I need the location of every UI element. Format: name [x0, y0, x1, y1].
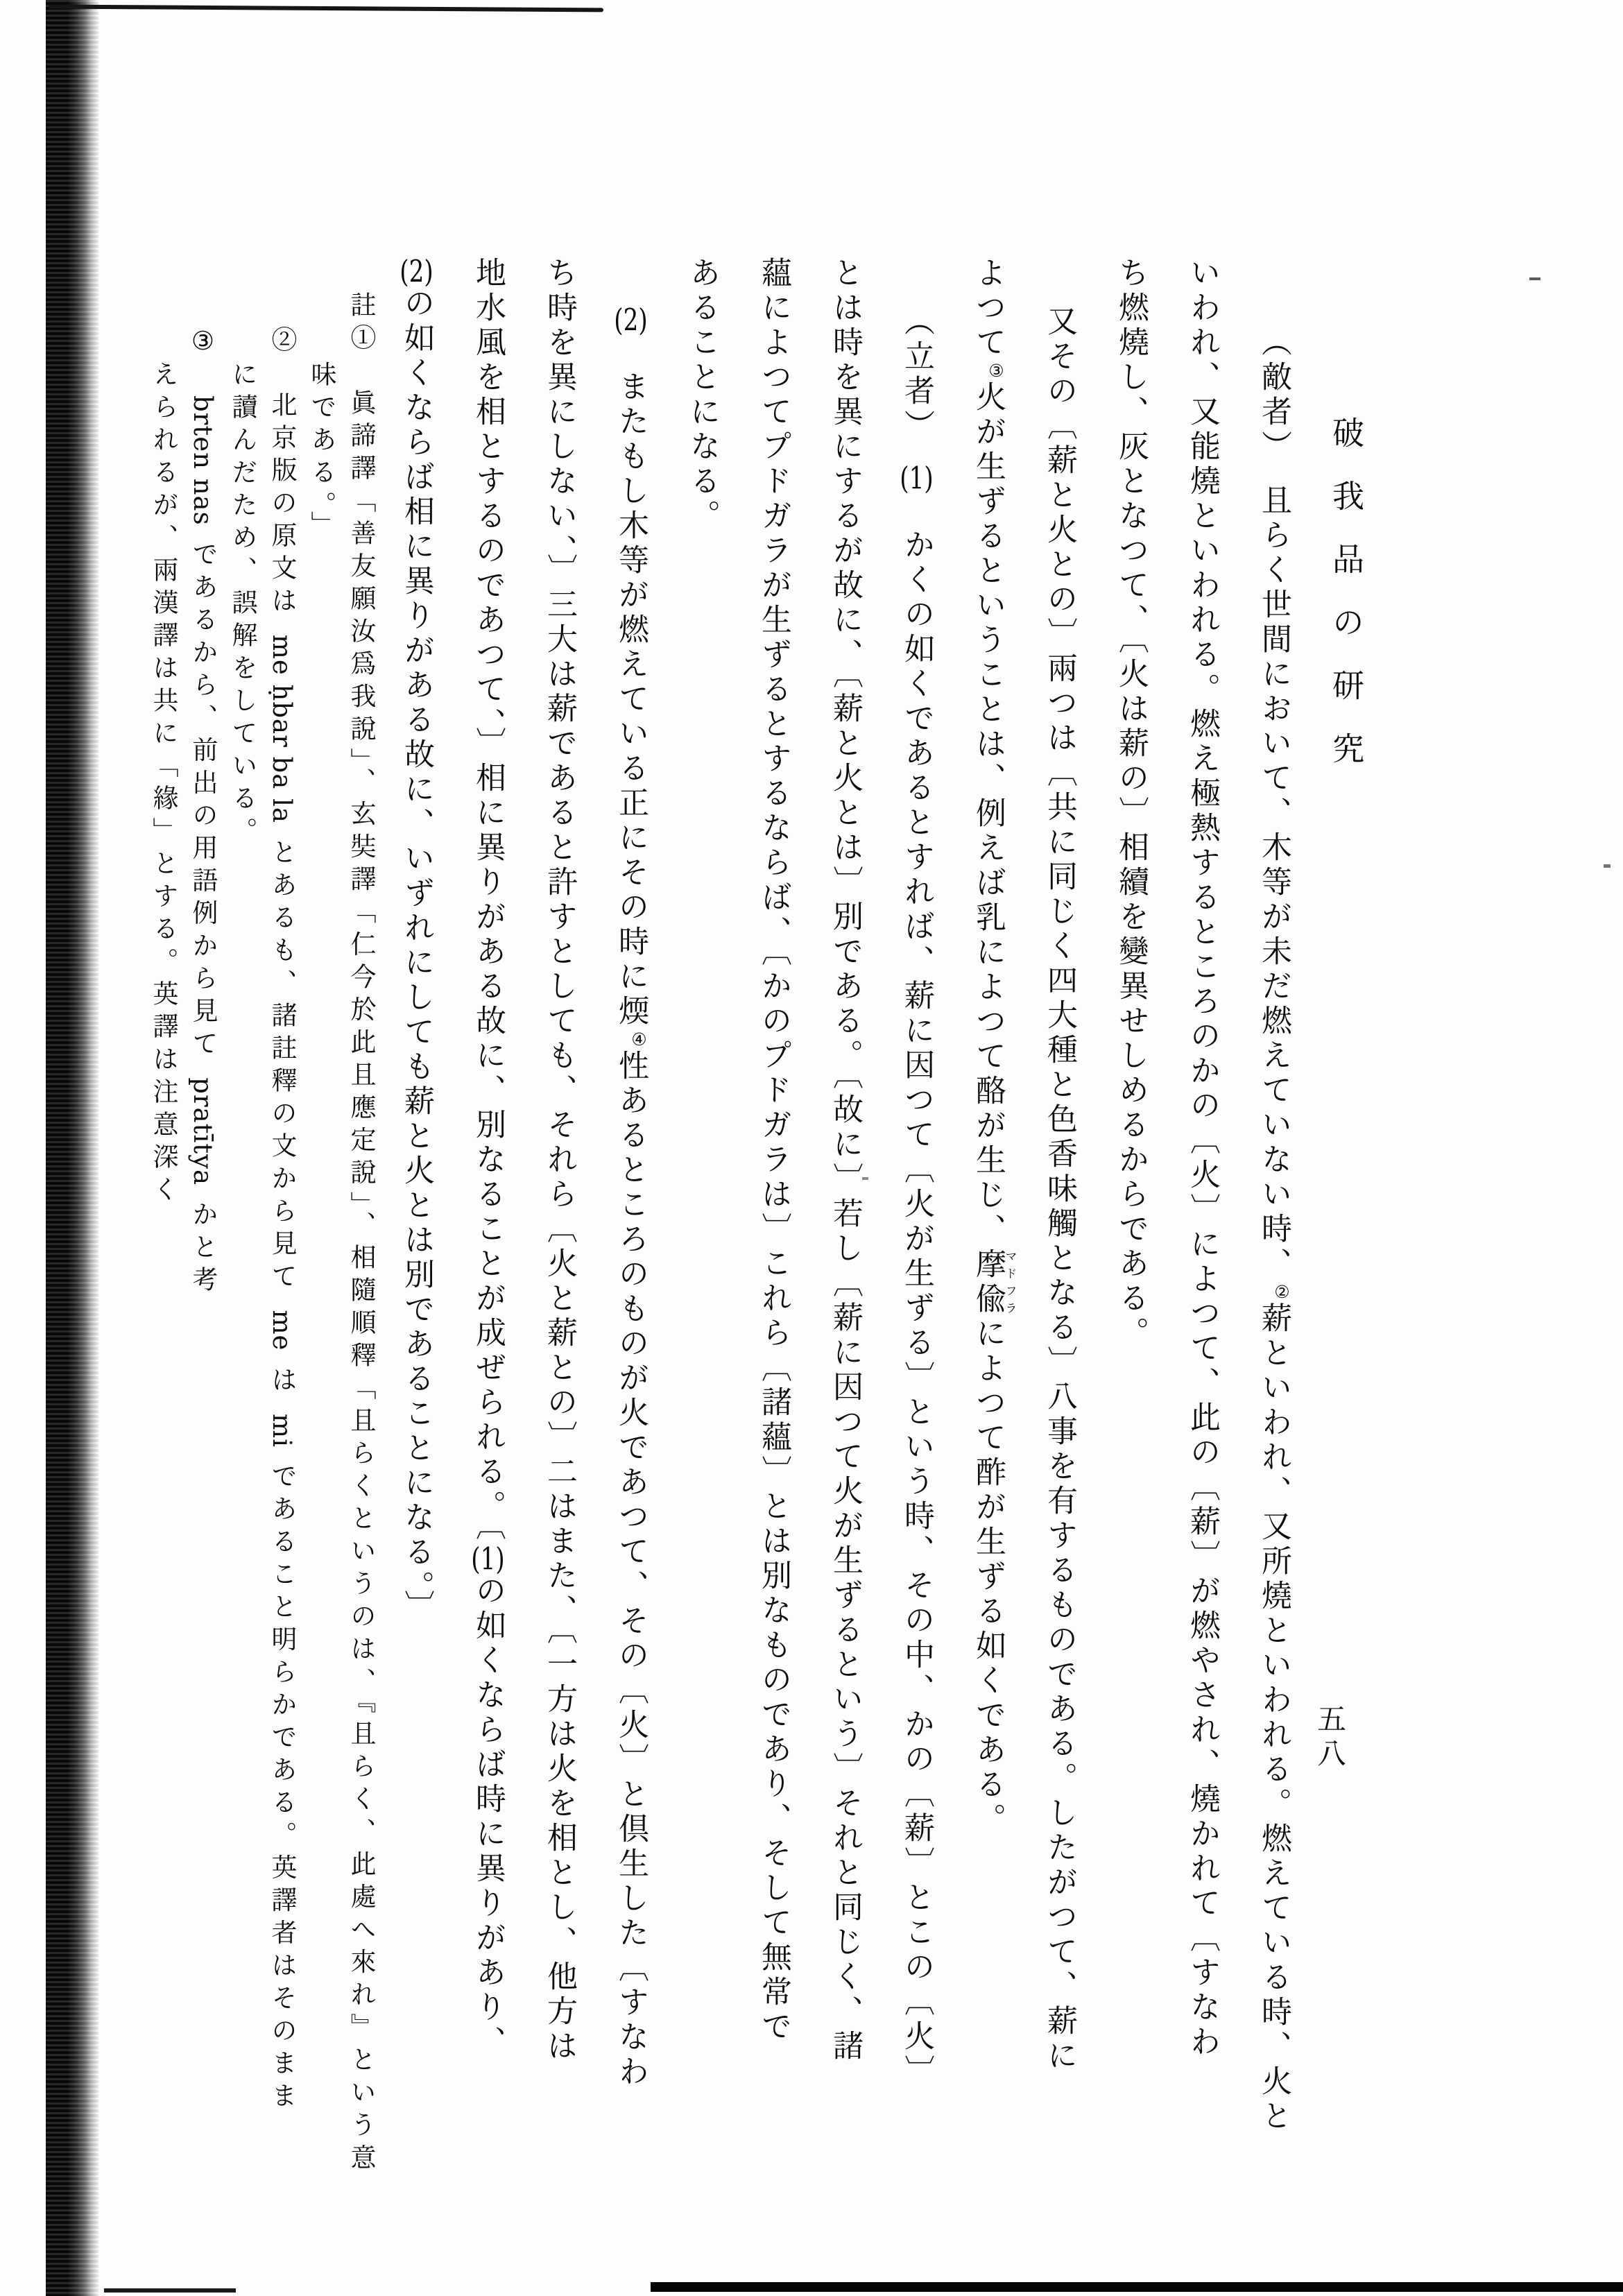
- text-column: [183, 257, 223, 2157]
- inline-number: (1): [471, 1544, 505, 1575]
- text-run: 薪といわれ、又所燒といわれる。燃えている時、火と: [1256, 1302, 1291, 2134]
- text-run: とは時を異にするが故に、〔薪と火とは〕別である。〔故に〕若し〔薪に因つて火が生ずるという〕それと同じく、諸: [827, 257, 863, 2064]
- text-run: （敵者） 且らく世間において、木等が未だ燃えていない時、: [1256, 326, 1291, 1282]
- text-run: よつて: [970, 257, 1006, 361]
- latin-term: pratītya: [188, 1077, 218, 1186]
- text-run: であること明らかである。英譯者はそのまま: [267, 1447, 297, 2115]
- text-run: の如くならば相に異りがある故に、いずれにしても薪と火とは別であることになる。〕: [399, 287, 434, 1625]
- text-column: [595, 257, 667, 2157]
- latin-term: me ḥbar ba la: [267, 634, 297, 823]
- text-column: [302, 257, 341, 2157]
- text-columns: [139, 257, 1309, 2177]
- text-column: [223, 257, 262, 2157]
- text-column: [1024, 257, 1095, 2157]
- text-column: [341, 257, 381, 2177]
- text-run: とあるも、諸註釋の文から見て: [267, 823, 297, 1310]
- scan-gutter-shadow: [46, 0, 98, 2296]
- text-column: [381, 257, 452, 2157]
- text-run: またもし木等が燃えている正にその時に煗: [613, 336, 649, 1029]
- text-run: ち燃燒し、灰となつて、〔火は薪の〕相續を變異せしめるからである。: [1113, 257, 1149, 1351]
- scan-speck: [1529, 277, 1540, 280]
- text-run: によつて酢が生ずる如くである。: [970, 1317, 1006, 1837]
- text-run: かと考: [188, 1185, 218, 1299]
- text-run: （立者）: [899, 305, 934, 463]
- ruby-annotated-word: 摩偸マドフラ: [970, 1248, 1017, 1317]
- text-run: あることになる。: [685, 257, 720, 534]
- text-column: [144, 257, 183, 2157]
- text-run: に讀んだため、誤解をしている。: [227, 361, 257, 850]
- text-column: [1238, 257, 1309, 2157]
- text-column: [1167, 257, 1238, 2157]
- text-run: 蘊によつてプドガラが生ずるとするならば、〔かのプドガラは〕これら〔諸蘊〕とは別なものであり、そして無常で: [756, 257, 791, 2045]
- text-column: [809, 257, 881, 2157]
- text-column: [738, 257, 809, 2157]
- text-run: ② 北京版の原文は: [267, 326, 297, 635]
- text-column: [524, 257, 595, 2157]
- text-run: 味である。」: [307, 361, 336, 544]
- text-column: [1095, 257, 1167, 2157]
- text-run: の如くならば時に異りがあり、: [470, 1575, 506, 2060]
- scan-speck: [1604, 864, 1611, 868]
- inline-number: (2): [614, 305, 648, 336]
- scan-bottom-strip: [651, 2282, 1623, 2292]
- footnote-marker: ②: [1272, 1282, 1292, 1302]
- text-run: かくの如くであるとすれば、薪に因つて〔火が生ずる〕という時、その中、かの〔薪〕とこの〔火〕: [899, 494, 934, 2089]
- text-run: は: [267, 1351, 297, 1414]
- text-column: [452, 257, 524, 2157]
- footnote-marker: ③: [986, 361, 1006, 381]
- inline-number: (1): [900, 463, 934, 494]
- latin-term: mi: [267, 1413, 297, 1448]
- text-run: 火が生ずるということは、例えば乳によつて酪が生じ、: [970, 381, 1006, 1248]
- text-run: 性あるところのものが火であつて、その〔火〕と倶生した〔すなわ: [613, 1050, 649, 2090]
- text-run: いわれ、又能燒といわれる。燃え極熱するところのかの〔火〕によつて、此の〔薪〕が燃やされ、燒かれて〔すなわ: [1185, 257, 1220, 2060]
- scan-bottom-strip: [104, 2288, 236, 2293]
- page-title: 破我品の研究: [1328, 416, 1365, 795]
- text-column: [667, 257, 738, 2157]
- inline-number: (2): [400, 257, 433, 287]
- text-column: [262, 257, 302, 2157]
- page-number: 五八: [1313, 1704, 1347, 1773]
- text-run: ③: [188, 326, 218, 395]
- text-run: 地水風を相とするのであつて、〕相に異りがある故に、別なることが成ぜられる。〔: [470, 257, 506, 1544]
- text-run: 又その〔薪と火との〕兩つは〔共に同じく四大種と色香味觸となる〕八事を有するものである。したがつて、薪に: [1042, 305, 1077, 2074]
- text-run: えられるが、兩漢譯は共に「緣」とする。英譯は注意深く: [148, 361, 178, 1208]
- text-column: [881, 257, 952, 2157]
- text-run: ち時を異にしない、〕三大は薪であると許すとしても、それら〔火と薪との〕二はまた、〔一方は火を相とし、他方は: [542, 257, 577, 2064]
- text-column: [952, 257, 1024, 2157]
- text-run: であるから、前出の用語例から見て: [188, 525, 218, 1078]
- scan-top-streak: [49, 5, 603, 12]
- latin-term: brten nas: [188, 395, 218, 526]
- footnote-marker: ④: [629, 1029, 649, 1050]
- text-run: 註① 眞諦譯「善友願汝爲我說」、玄奘譯「仁今於此且應定說」、相隨順釋「且らくというのは、『且らく、此處へ來れ』という意: [346, 291, 376, 2177]
- latin-term: me: [267, 1310, 297, 1351]
